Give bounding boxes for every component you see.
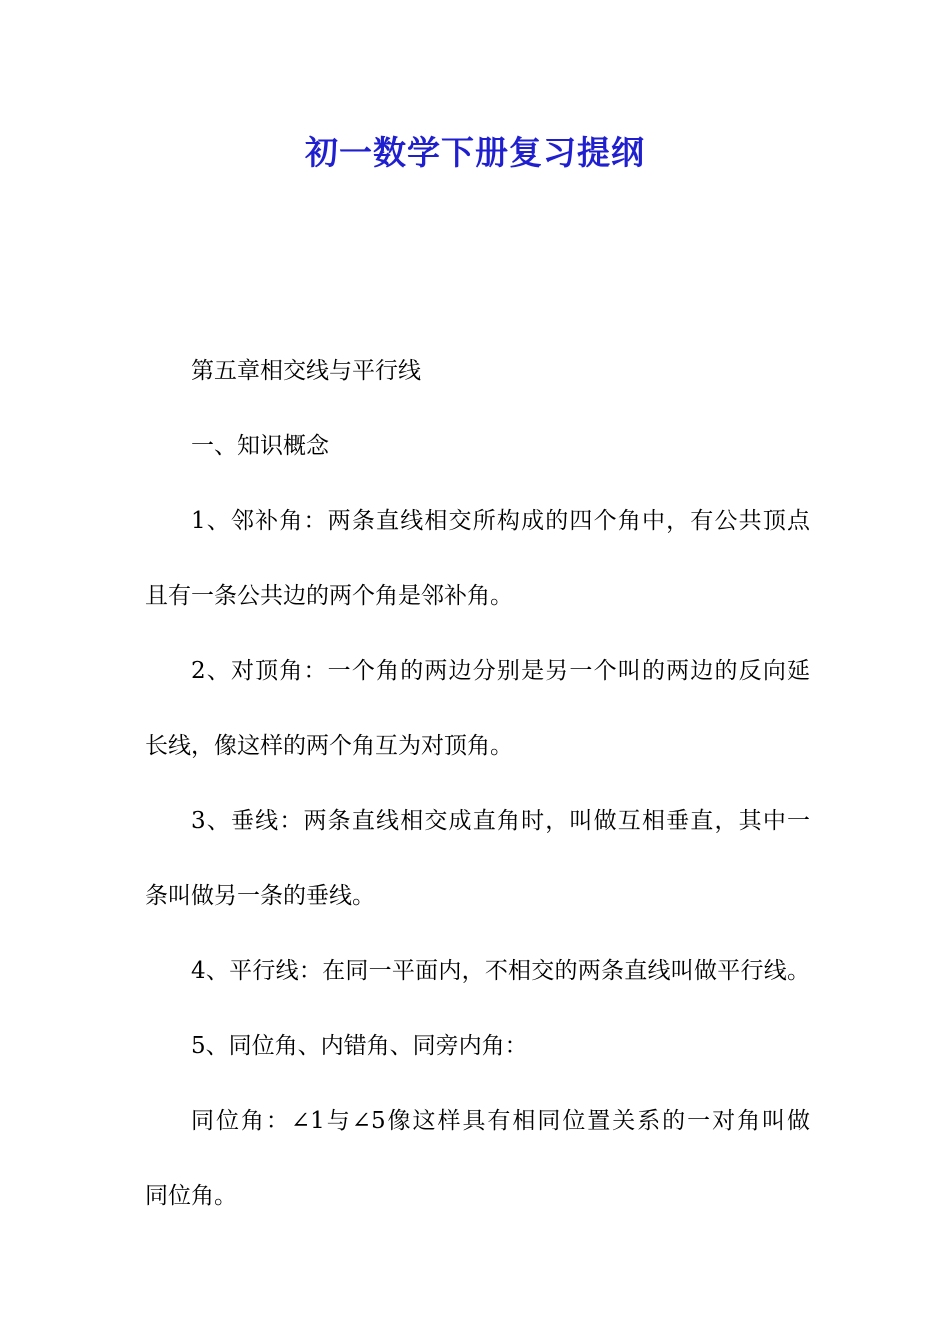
section-heading: 一、知识概念 [191, 433, 329, 459]
document-title: 初一数学下册复习提纲 [305, 133, 645, 172]
chapter-heading: 第五章相交线与平行线 [191, 358, 421, 384]
paragraph-line: 长线，像这样的两个角互为对顶角。 [145, 733, 513, 759]
paragraph-line: 2、对顶角：一个角的两边分别是另一个叫的两边的反向延 [191, 658, 810, 684]
paragraph-line: 5、同位角、内错角、同旁内角： [191, 1033, 528, 1059]
paragraph-line: 条叫做另一条的垂线。 [145, 883, 375, 909]
paragraph-line: 4、平行线：在同一平面内，不相交的两条直线叫做平行线。 [191, 958, 810, 984]
paragraph-line: 3、垂线：两条直线相交成直角时，叫做互相垂直，其中一 [191, 808, 810, 834]
paragraph-line: 1、邻补角：两条直线相交所构成的四个角中，有公共顶点 [191, 508, 810, 534]
paragraph-line: 且有一条公共边的两个角是邻补角。 [145, 583, 513, 609]
paragraph-line: 同位角。 [145, 1183, 237, 1209]
document-body [145, 334, 810, 1234]
paragraph-line: 同位角：∠1与∠5像这样具有相同位置关系的一对角叫做 [191, 1108, 810, 1134]
